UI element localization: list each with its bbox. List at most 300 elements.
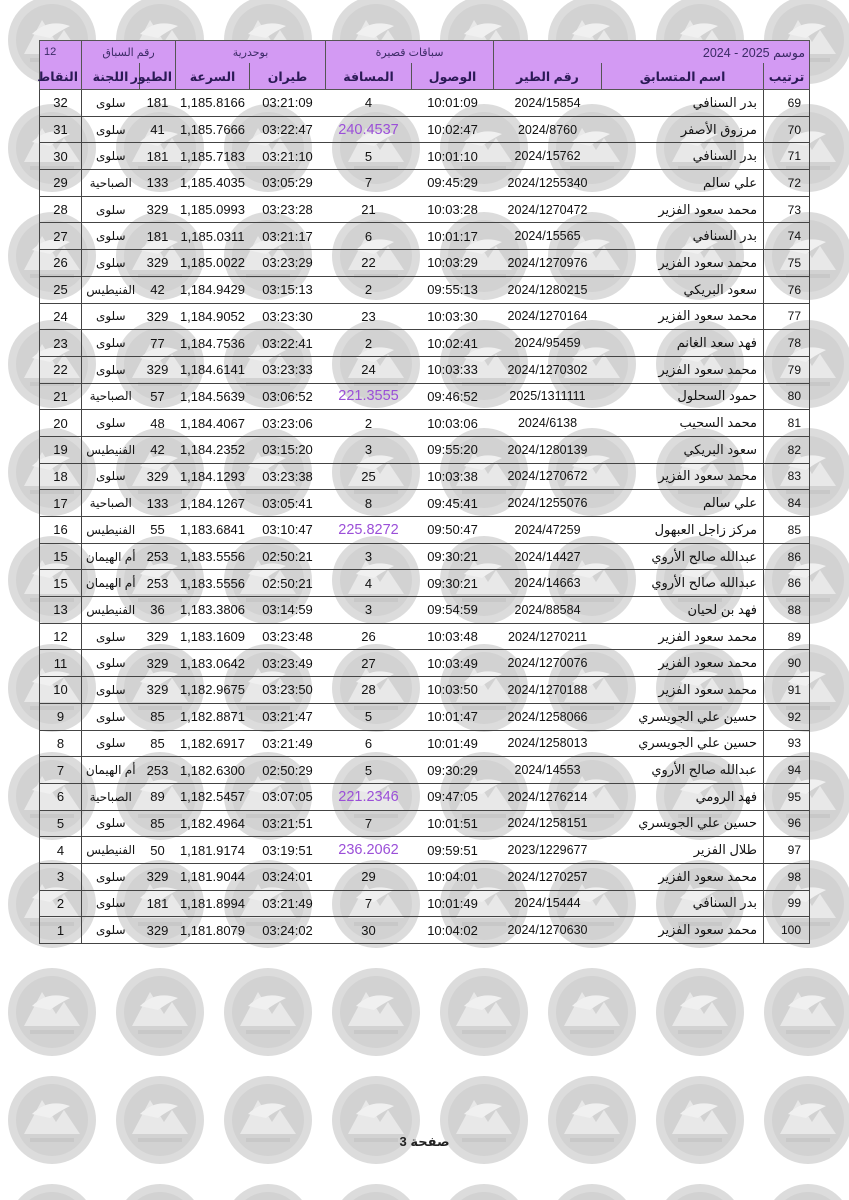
cell-birds: 253 — [140, 757, 176, 784]
cell-name: محمد سعود الفزير — [602, 650, 764, 677]
cell-ring: 2024/1276214 — [494, 783, 602, 810]
cell-name: سعود البريكي — [602, 276, 764, 303]
cell-flight: 03:24:02 — [250, 917, 326, 944]
cell-flight: 03:07:05 — [250, 783, 326, 810]
table-row — [40, 223, 810, 250]
cell-distance: 236.2062 — [326, 837, 412, 864]
cell-speed: 1,182.6300 — [176, 757, 250, 784]
cell-arrival: 10:04:02 — [412, 917, 494, 944]
table-row — [40, 650, 810, 677]
cell-rank: 78 — [764, 330, 810, 357]
cell-speed: 1,181.8079 — [176, 917, 250, 944]
cell-name: عبدالله صالح الأروي — [602, 543, 764, 570]
pigeon-emblem-icon — [224, 1184, 312, 1200]
cell-speed: 1,184.7536 — [176, 330, 250, 357]
cell-distance: 240.4537 — [326, 116, 412, 143]
cell-speed: 1,184.4067 — [176, 410, 250, 437]
cell-name: محمد سعود الفزير — [602, 196, 764, 223]
cell-name: سعود البريكي — [602, 436, 764, 463]
table-row — [40, 463, 810, 490]
cell-committee: الفنيطيس — [82, 597, 140, 624]
cell-speed: 1,182.5457 — [176, 783, 250, 810]
cell-ring: 2024/1270164 — [494, 303, 602, 330]
cell-committee: سلوى — [82, 223, 140, 250]
table-row — [40, 330, 810, 357]
table-row — [40, 250, 810, 277]
cell-points: 11 — [40, 650, 82, 677]
cell-name: محمد سعود الفزير — [602, 623, 764, 650]
cell-flight: 03:23:49 — [250, 650, 326, 677]
cell-points: 25 — [40, 276, 82, 303]
cell-name: فهد بن لحيان — [602, 597, 764, 624]
cell-birds: 329 — [140, 623, 176, 650]
cell-rank: 91 — [764, 677, 810, 704]
cell-name: علي سالم — [602, 170, 764, 197]
cell-distance: 2 — [326, 330, 412, 357]
cell-ring: 2024/1270076 — [494, 650, 602, 677]
pigeon-emblem-icon — [440, 1184, 528, 1200]
cell-rank: 95 — [764, 783, 810, 810]
cell-committee: سلوى — [82, 330, 140, 357]
cell-committee: سلوى — [82, 863, 140, 890]
cell-name: طلال الفزير — [602, 837, 764, 864]
cell-birds: 329 — [140, 250, 176, 277]
cell-name: حسين علي الجويسري — [602, 703, 764, 730]
cell-birds: 42 — [140, 276, 176, 303]
cell-name: عبدالله صالح الأروي — [602, 757, 764, 784]
cell-committee: سلوى — [82, 196, 140, 223]
cell-distance: 30 — [326, 917, 412, 944]
cell-arrival: 09:30:21 — [412, 570, 494, 597]
cell-committee: سلوى — [82, 703, 140, 730]
pigeon-emblem-icon — [332, 1076, 420, 1164]
cell-points: 24 — [40, 303, 82, 330]
cell-speed: 1,182.8871 — [176, 703, 250, 730]
cell-committee: الصباحية — [82, 383, 140, 410]
table-row — [40, 170, 810, 197]
cell-ring: 2024/1270472 — [494, 196, 602, 223]
cell-arrival: 10:03:28 — [412, 196, 494, 223]
cell-arrival: 09:45:41 — [412, 490, 494, 517]
table-row — [40, 143, 810, 170]
cell-rank: 89 — [764, 623, 810, 650]
cell-distance: 4 — [326, 570, 412, 597]
pigeon-emblem-icon — [764, 1184, 849, 1200]
page-number: صفحة 3 — [399, 1134, 450, 1149]
cell-name: عبدالله صالح الأروي — [602, 570, 764, 597]
table-row — [40, 863, 810, 890]
cell-birds: 329 — [140, 356, 176, 383]
cell-speed: 1,185.0993 — [176, 196, 250, 223]
cell-arrival: 10:02:47 — [412, 116, 494, 143]
cell-ring: 2024/15565 — [494, 223, 602, 250]
cell-birds: 253 — [140, 543, 176, 570]
cell-points: 17 — [40, 490, 82, 517]
table-row — [40, 623, 810, 650]
cell-rank: 90 — [764, 650, 810, 677]
cell-rank: 84 — [764, 490, 810, 517]
cell-birds: 329 — [140, 303, 176, 330]
cell-name: محمد سعود الفزير — [602, 356, 764, 383]
cell-arrival: 10:04:01 — [412, 863, 494, 890]
cell-committee: سلوى — [82, 623, 140, 650]
cell-flight: 03:23:50 — [250, 677, 326, 704]
cell-committee: أم الهيمان — [82, 543, 140, 570]
cell-speed: 1,184.9052 — [176, 303, 250, 330]
cell-rank: 77 — [764, 303, 810, 330]
cell-flight: 03:23:29 — [250, 250, 326, 277]
cell-arrival: 10:03:48 — [412, 623, 494, 650]
cell-birds: 42 — [140, 436, 176, 463]
race-location: بوحدرية — [176, 41, 326, 64]
cell-speed: 1,183.5556 — [176, 570, 250, 597]
cell-speed: 1,182.4964 — [176, 810, 250, 837]
cell-ring: 2024/1270672 — [494, 463, 602, 490]
cell-name: بدر السنافي — [602, 143, 764, 170]
cell-speed: 1,185.8166 — [176, 90, 250, 117]
cell-name: بدر السنافي — [602, 890, 764, 917]
cell-birds: 329 — [140, 650, 176, 677]
cell-rank: 85 — [764, 517, 810, 544]
cell-ring: 2024/14553 — [494, 757, 602, 784]
cell-distance: 6 — [326, 730, 412, 757]
cell-committee: الفنيطيس — [82, 436, 140, 463]
cell-points: 21 — [40, 383, 82, 410]
cell-speed: 1,184.2352 — [176, 436, 250, 463]
cell-points: 18 — [40, 463, 82, 490]
cell-distance: 5 — [326, 703, 412, 730]
cell-flight: 03:23:33 — [250, 356, 326, 383]
cell-flight: 03:21:49 — [250, 890, 326, 917]
col-ring: رقم الطير — [494, 63, 602, 90]
cell-flight: 02:50:21 — [250, 543, 326, 570]
cell-arrival: 10:03:33 — [412, 356, 494, 383]
pigeon-emblem-icon — [656, 968, 744, 1056]
cell-ring: 2024/1270257 — [494, 863, 602, 890]
cell-arrival: 09:59:51 — [412, 837, 494, 864]
cell-birds: 329 — [140, 863, 176, 890]
cell-rank: 86 — [764, 570, 810, 597]
cell-ring: 2024/1270976 — [494, 250, 602, 277]
cell-name: مرزوق الأصفر — [602, 116, 764, 143]
cell-arrival: 10:02:41 — [412, 330, 494, 357]
cell-arrival: 09:30:29 — [412, 757, 494, 784]
cell-rank: 73 — [764, 196, 810, 223]
cell-flight: 03:23:06 — [250, 410, 326, 437]
cell-ring: 2024/15444 — [494, 890, 602, 917]
cell-flight: 03:05:41 — [250, 490, 326, 517]
table-row — [40, 917, 810, 944]
cell-arrival: 09:30:21 — [412, 543, 494, 570]
table-row — [40, 890, 810, 917]
cell-distance: 26 — [326, 623, 412, 650]
cell-ring: 2024/95459 — [494, 330, 602, 357]
cell-ring: 2024/1280139 — [494, 436, 602, 463]
cell-distance: 24 — [326, 356, 412, 383]
cell-birds: 133 — [140, 170, 176, 197]
cell-speed: 1,183.5556 — [176, 543, 250, 570]
cell-speed: 1,182.9675 — [176, 677, 250, 704]
cell-committee: أم الهيمان — [82, 570, 140, 597]
cell-birds: 181 — [140, 223, 176, 250]
cell-ring: 2024/1270211 — [494, 623, 602, 650]
cell-committee: سلوى — [82, 143, 140, 170]
cell-distance: 6 — [326, 223, 412, 250]
cell-birds: 329 — [140, 463, 176, 490]
cell-rank: 100 — [764, 917, 810, 944]
cell-arrival: 10:03:49 — [412, 650, 494, 677]
table-row — [40, 490, 810, 517]
cell-distance: 8 — [326, 490, 412, 517]
cell-committee: الفنيطيس — [82, 837, 140, 864]
cell-points: 12 — [40, 623, 82, 650]
col-rank: ترتيب — [764, 63, 810, 90]
pigeon-emblem-icon — [656, 1076, 744, 1164]
cell-rank: 79 — [764, 356, 810, 383]
cell-points: 7 — [40, 757, 82, 784]
cell-ring: 2025/1311111 — [494, 383, 602, 410]
cell-flight: 03:10:47 — [250, 517, 326, 544]
cell-flight: 03:05:29 — [250, 170, 326, 197]
race-number-label: رقم السباق — [82, 41, 176, 64]
cell-rank: 75 — [764, 250, 810, 277]
cell-points: 15 — [40, 570, 82, 597]
cell-arrival: 10:01:47 — [412, 703, 494, 730]
col-flight: طيران — [250, 63, 326, 90]
cell-speed: 1,184.6141 — [176, 356, 250, 383]
title-row — [40, 41, 810, 64]
cell-arrival: 10:03:29 — [412, 250, 494, 277]
cell-points: 15 — [40, 543, 82, 570]
cell-ring: 2024/1258013 — [494, 730, 602, 757]
cell-distance: 7 — [326, 890, 412, 917]
cell-arrival: 10:01:10 — [412, 143, 494, 170]
cell-arrival: 10:01:49 — [412, 730, 494, 757]
cell-speed: 1,183.6841 — [176, 517, 250, 544]
cell-ring: 2024/15762 — [494, 143, 602, 170]
cell-committee: سلوى — [82, 917, 140, 944]
cell-points: 16 — [40, 517, 82, 544]
cell-committee: سلوى — [82, 890, 140, 917]
cell-points: 8 — [40, 730, 82, 757]
cell-arrival: 10:01:17 — [412, 223, 494, 250]
cell-points: 1 — [40, 917, 82, 944]
cell-speed: 1,185.4035 — [176, 170, 250, 197]
cell-points: 6 — [40, 783, 82, 810]
table-row — [40, 677, 810, 704]
cell-arrival: 10:03:50 — [412, 677, 494, 704]
cell-rank: 80 — [764, 383, 810, 410]
pigeon-emblem-icon — [440, 968, 528, 1056]
cell-speed: 1,184.9429 — [176, 276, 250, 303]
cell-name: محمد سعود الفزير — [602, 863, 764, 890]
cell-name: بدر السنافي — [602, 90, 764, 117]
cell-distance: 221.2346 — [326, 783, 412, 810]
cell-flight: 03:23:48 — [250, 623, 326, 650]
cell-rank: 74 — [764, 223, 810, 250]
cell-birds: 89 — [140, 783, 176, 810]
cell-points: 5 — [40, 810, 82, 837]
cell-speed: 1,182.6917 — [176, 730, 250, 757]
cell-distance: 3 — [326, 597, 412, 624]
pigeon-emblem-icon — [8, 1184, 96, 1200]
cell-arrival: 10:01:49 — [412, 890, 494, 917]
cell-name: حسين علي الجويسري — [602, 730, 764, 757]
cell-birds: 57 — [140, 383, 176, 410]
cell-committee: سلوى — [82, 677, 140, 704]
cell-points: 32 — [40, 90, 82, 117]
cell-ring: 2024/47259 — [494, 517, 602, 544]
cell-birds: 329 — [140, 677, 176, 704]
cell-ring: 2024/1255076 — [494, 490, 602, 517]
cell-points: 19 — [40, 436, 82, 463]
cell-ring: 2024/1255340 — [494, 170, 602, 197]
table-row — [40, 410, 810, 437]
cell-speed: 1,185.7666 — [176, 116, 250, 143]
cell-name: محمد سعود الفزير — [602, 463, 764, 490]
cell-committee: سلوى — [82, 730, 140, 757]
cell-rank: 92 — [764, 703, 810, 730]
pigeon-emblem-icon — [764, 1076, 849, 1164]
cell-ring: 2024/1270188 — [494, 677, 602, 704]
cell-points: 22 — [40, 356, 82, 383]
cell-speed: 1,184.1267 — [176, 490, 250, 517]
cell-points: 4 — [40, 837, 82, 864]
cell-flight: 03:21:17 — [250, 223, 326, 250]
cell-committee: سلوى — [82, 116, 140, 143]
cell-name: مركز زاجل العبهول — [602, 517, 764, 544]
cell-flight: 03:19:51 — [250, 837, 326, 864]
table-row — [40, 90, 810, 117]
cell-points: 13 — [40, 597, 82, 624]
cell-arrival: 09:54:59 — [412, 597, 494, 624]
cell-flight: 02:50:29 — [250, 757, 326, 784]
table-row — [40, 810, 810, 837]
cell-name: فهد الرومي — [602, 783, 764, 810]
table-row — [40, 356, 810, 383]
cell-points: 10 — [40, 677, 82, 704]
cell-birds: 181 — [140, 90, 176, 117]
cell-name: فهد سعد الغانم — [602, 330, 764, 357]
cell-speed: 1,185.7183 — [176, 143, 250, 170]
cell-ring: 2024/6138 — [494, 410, 602, 437]
table-row — [40, 543, 810, 570]
cell-name: علي سالم — [602, 490, 764, 517]
cell-ring: 2024/1270630 — [494, 917, 602, 944]
cell-flight: 03:22:47 — [250, 116, 326, 143]
cell-flight: 03:21:49 — [250, 730, 326, 757]
results-body — [40, 90, 810, 944]
cell-birds: 55 — [140, 517, 176, 544]
cell-arrival: 10:03:38 — [412, 463, 494, 490]
cell-speed: 1,185.0022 — [176, 250, 250, 277]
cell-distance: 4 — [326, 90, 412, 117]
cell-name: محمد السحيب — [602, 410, 764, 437]
cell-name: حسين علي الجويسري — [602, 810, 764, 837]
cell-ring: 2024/14427 — [494, 543, 602, 570]
cell-distance: 3 — [326, 543, 412, 570]
cell-birds: 77 — [140, 330, 176, 357]
pigeon-emblem-icon — [116, 1184, 204, 1200]
cell-arrival: 09:47:05 — [412, 783, 494, 810]
cell-distance: 7 — [326, 810, 412, 837]
cell-points: 9 — [40, 703, 82, 730]
cell-arrival: 10:01:09 — [412, 90, 494, 117]
cell-rank: 94 — [764, 757, 810, 784]
pigeon-emblem-icon — [8, 968, 96, 1056]
pigeon-emblem-icon — [8, 1076, 96, 1164]
cell-points: 2 — [40, 890, 82, 917]
pigeon-emblem-icon — [116, 968, 204, 1056]
cell-flight: 03:15:13 — [250, 276, 326, 303]
cell-points: 26 — [40, 250, 82, 277]
cell-rank: 86 — [764, 543, 810, 570]
cell-flight: 03:14:59 — [250, 597, 326, 624]
cell-distance: 28 — [326, 677, 412, 704]
cell-committee: سلوى — [82, 463, 140, 490]
cell-points: 23 — [40, 330, 82, 357]
cell-ring: 2024/8760 — [494, 116, 602, 143]
race-type: سباقات قصيرة — [326, 41, 494, 64]
pigeon-emblem-icon — [332, 968, 420, 1056]
cell-flight: 03:23:30 — [250, 303, 326, 330]
cell-rank: 70 — [764, 116, 810, 143]
cell-committee: الصباحية — [82, 490, 140, 517]
col-arrival: الوصول — [412, 63, 494, 90]
cell-distance: 5 — [326, 143, 412, 170]
cell-arrival: 09:45:29 — [412, 170, 494, 197]
cell-points: 28 — [40, 196, 82, 223]
col-name: اسم المتسابق — [602, 63, 764, 90]
cell-name: محمد سعود الفزير — [602, 303, 764, 330]
pigeon-emblem-icon — [224, 1076, 312, 1164]
cell-committee: الفنيطيس — [82, 517, 140, 544]
cell-arrival: 09:46:52 — [412, 383, 494, 410]
cell-committee: سلوى — [82, 410, 140, 437]
cell-birds: 36 — [140, 597, 176, 624]
pigeon-emblem-icon — [440, 1076, 528, 1164]
col-speed: السرعة — [176, 63, 250, 90]
table-row — [40, 730, 810, 757]
cell-committee: سلوى — [82, 250, 140, 277]
cell-birds: 48 — [140, 410, 176, 437]
race-number: 12 — [40, 41, 82, 64]
table-row — [40, 383, 810, 410]
table-row — [40, 757, 810, 784]
cell-committee: سلوى — [82, 90, 140, 117]
cell-distance: 2 — [326, 410, 412, 437]
cell-speed: 1,183.0642 — [176, 650, 250, 677]
pigeon-emblem-icon — [764, 968, 849, 1056]
column-header-row — [40, 63, 810, 90]
cell-ring: 2024/15854 — [494, 90, 602, 117]
cell-flight: 03:24:01 — [250, 863, 326, 890]
cell-name: محمد سعود الفزير — [602, 677, 764, 704]
cell-committee: الصباحية — [82, 783, 140, 810]
cell-flight: 03:06:52 — [250, 383, 326, 410]
cell-arrival: 09:55:13 — [412, 276, 494, 303]
results-sheet — [39, 40, 809, 944]
cell-rank: 69 — [764, 90, 810, 117]
cell-distance: 5 — [326, 757, 412, 784]
cell-distance: 21 — [326, 196, 412, 223]
table-row — [40, 303, 810, 330]
cell-distance: 2 — [326, 276, 412, 303]
cell-birds: 85 — [140, 810, 176, 837]
cell-ring: 2024/1258066 — [494, 703, 602, 730]
pigeon-emblem-icon — [548, 1184, 636, 1200]
cell-committee: الفنيطيس — [82, 276, 140, 303]
